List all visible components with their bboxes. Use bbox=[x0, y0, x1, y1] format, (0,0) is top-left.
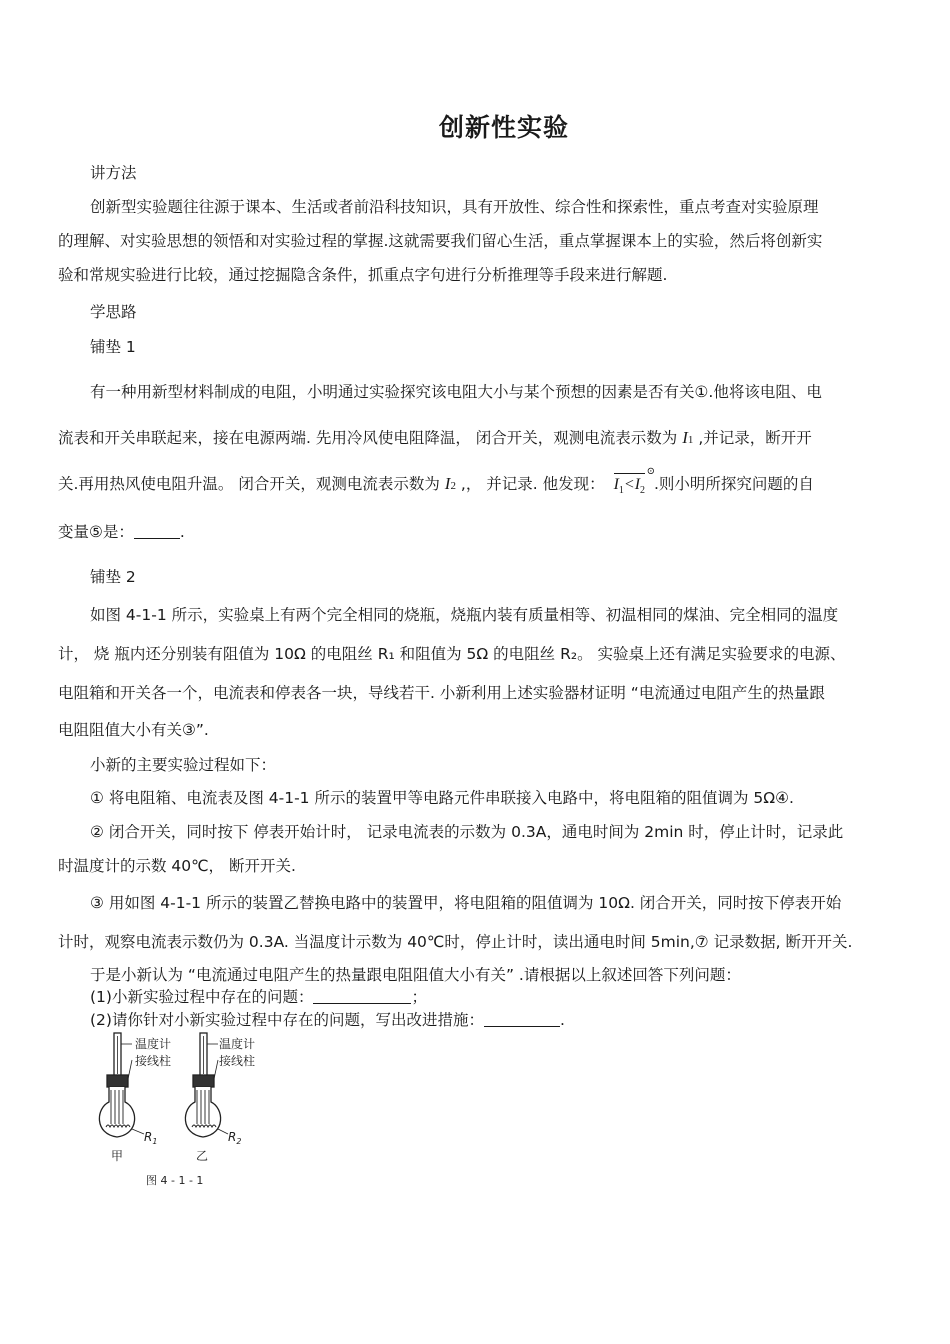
pad1-text: ,， 并记录. 他发现： bbox=[460, 475, 605, 493]
current-subscript: 1 bbox=[687, 434, 694, 446]
answer-blank[interactable] bbox=[313, 989, 411, 1004]
current-variable: I bbox=[682, 428, 688, 447]
pad1-heading: 铺垫 1 bbox=[90, 338, 136, 356]
pad2-line: 电阻阻值大小有关③”. bbox=[58, 721, 209, 739]
label-thermometer: 温度计 bbox=[219, 1037, 256, 1051]
pad2-line: 电阻箱和开关各一个，电流表和停表各一块，导线若干. 小新利用上述实验器材证明 “电流通过电阻产生的热量跟 bbox=[58, 684, 825, 702]
label-r1: $R_1$ bbox=[144, 1130, 158, 1146]
pad1-text: 变量⑤是： bbox=[58, 523, 134, 541]
method-paragraph-line: 的理解、对实验思想的领悟和对实验过程的掌握.这就需要我们留心生活，重点掌握课本上的实验，然后将创新实 bbox=[58, 232, 823, 250]
question-1: (1)小新实验过程中存在的问题： ； bbox=[90, 988, 427, 1006]
label-r2: $R_2$ bbox=[228, 1130, 242, 1146]
process-intro: 小新的主要实验过程如下： bbox=[90, 756, 277, 774]
process-step: ③ 用如图 4-1-1 所示的装置乙替换电路中的装置甲，将电阻箱的阻值调为 10Ω. 闭合开关，同时按下停表开始 bbox=[90, 894, 842, 912]
label-terminal: 接线柱 bbox=[135, 1054, 172, 1068]
current-variable: I bbox=[444, 474, 451, 493]
process-step: 计时，观察电流表示数仍为 0.3A. 当温度计示数为 40℃时，停止计时，读出通电时间 5min,⑦ 记录数据, 断开开关. bbox=[58, 933, 853, 951]
section-heading-method: 讲方法 bbox=[90, 164, 137, 182]
process-step: ② 闭合开关，同时按下 停表开始计时， 记录电流表的示数为 0.3A，通电时间为 2min 时，停止计时，记录此 bbox=[90, 823, 844, 841]
pad1-text: 流表和开关串联起来，接在电源两端. 先用冷风使电阻降温， 闭合开关，观测电流表示数为 bbox=[58, 429, 678, 447]
flask-apparatus-figure bbox=[92, 1030, 282, 1190]
question-2: (2)请你针对小新实验过程中存在的问题，写出改进措施： . bbox=[90, 1011, 565, 1029]
pad1-line: 变量⑤是： . bbox=[58, 523, 185, 541]
pad1-line bbox=[58, 466, 890, 499]
answer-blank[interactable] bbox=[484, 1012, 560, 1027]
section-heading-thinking: 学思路 bbox=[90, 303, 137, 321]
page-title: 创新性实验 bbox=[438, 113, 569, 142]
pad1-text: ,并记录，断开开 bbox=[698, 429, 812, 447]
pad2-line: 计， 烧 瓶内还分别装有阻值为 10Ω 的电阻丝 R₁ 和阻值为 5Ω 的电阻丝 R₂。 实验桌上还有满足实验要求的电源、 bbox=[58, 645, 846, 663]
inequality-formula: $I_1<I_2$ ⊙ bbox=[614, 473, 645, 499]
method-paragraph-line: 验和常规实验进行比较，通过挖掘隐含条件，抓重点字句进行分析推理等手段来进行解题. bbox=[58, 266, 668, 284]
label-terminal: 接线柱 bbox=[219, 1054, 256, 1068]
pad2-heading: 铺垫 2 bbox=[90, 568, 136, 586]
label-flask-b: 乙 bbox=[196, 1149, 209, 1163]
answer-blank[interactable] bbox=[134, 524, 180, 539]
label-flask-a: 甲 bbox=[111, 1149, 124, 1163]
method-paragraph-line: 创新型实验题往往源于课本、生活或者前沿科技知识，具有开放性、综合性和探索性，重点考查对实验原理 bbox=[90, 198, 819, 216]
pad1-line bbox=[58, 428, 890, 450]
process-step: ① 将电阻箱、电流表及图 4-1-1 所示的装置甲等电路元件串联接入电路中，将电阻箱的阻值调为 5Ω④. bbox=[90, 789, 794, 807]
pad2-line: 如图 4-1-1 所示，实验桌上有两个完全相同的烧瓶，烧瓶内装有质量相等、初温相同的煤油、完全相同的温度 bbox=[90, 606, 839, 624]
pad1-text: .则小明所探究问题的自 bbox=[653, 475, 814, 493]
process-step: 时温度计的示数 40℃， 断开开关. bbox=[58, 857, 296, 875]
conclusion-line: 于是小新认为 “电流通过电阻产生的热量跟电阻阻值大小有关” .请根据以上叙述回答下列问题： bbox=[90, 966, 741, 984]
label-thermometer: 温度计 bbox=[135, 1037, 172, 1051]
figure-caption: 图 4 - 1 - 1 bbox=[146, 1174, 204, 1187]
pad1-text: 关.再用热风使电阻升温。 闭合开关，观测电流表示数为 bbox=[58, 475, 440, 493]
current-subscript: 2 bbox=[450, 480, 456, 492]
pad1-line: 有一种用新型材料制成的电阻，小明通过实验探究该电阻大小与某个预想的因素是否有关①.他将该电阻、电 bbox=[90, 383, 822, 401]
